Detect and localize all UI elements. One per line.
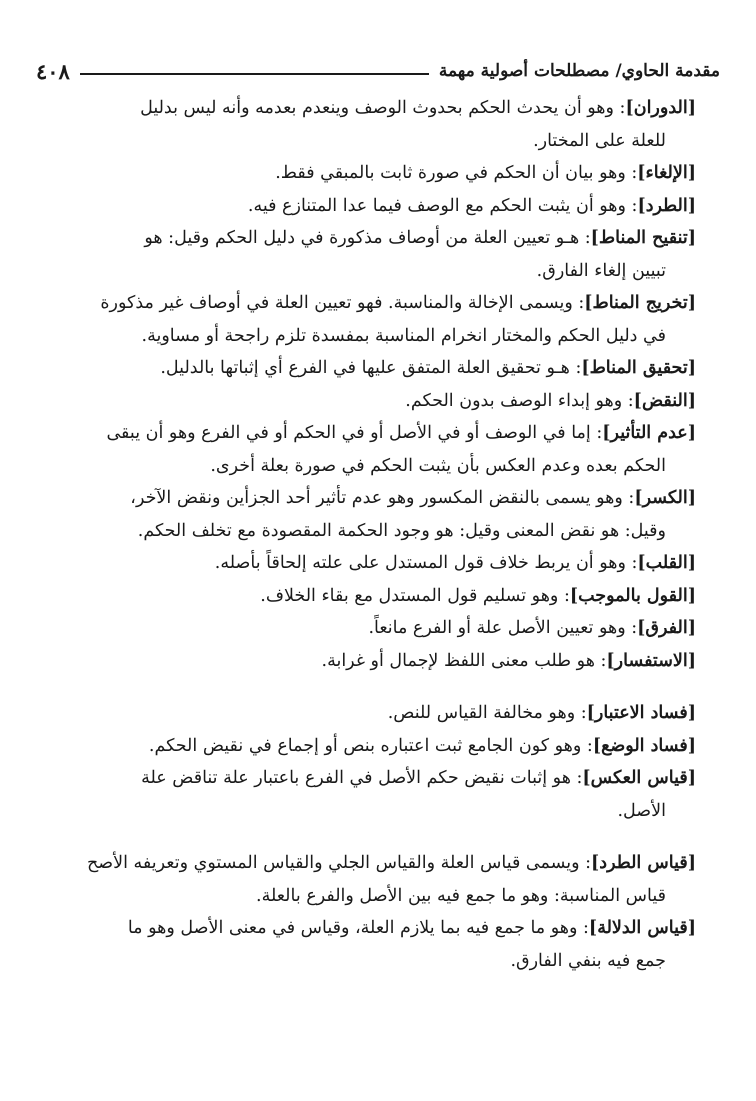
glossary-entry bbox=[58, 547, 696, 580]
entry-continuation: للعلة على المختار. bbox=[533, 130, 666, 151]
entry-definition: : هو إثبات نقيض حكم الأصل في الفرع باعتبار علة تناقض علة bbox=[141, 768, 583, 788]
entry-term: [الدوران] bbox=[625, 98, 696, 118]
page-number: ٤٠٨ bbox=[36, 58, 70, 84]
entry-term: [القلب] bbox=[637, 553, 696, 573]
glossary-entry bbox=[58, 697, 696, 730]
glossary-entry bbox=[58, 580, 696, 613]
entry-definition: : ويسمى الإخالة والمناسبة. فهو تعيين العلة في أوصاف غير مذكورة bbox=[100, 293, 585, 313]
glossary-body bbox=[58, 92, 696, 1061]
entry-continuation: تبيين إلغاء الفارق. bbox=[536, 260, 666, 281]
entry-definition: : إما في الوصف أو في الأصل أو في الحكم أو في الفرع وهو أن يبقى bbox=[106, 423, 603, 443]
entry-term: [عدم التأثير] bbox=[602, 423, 696, 443]
entry-term: [فساد الاعتبار] bbox=[586, 703, 696, 723]
page-header bbox=[36, 54, 720, 88]
entry-term: [تخريج المناط] bbox=[584, 293, 696, 313]
entry-term: [قياس العكس] bbox=[582, 768, 696, 788]
entry-continuation: قياس المناسبة: وهو ما جمع فيه بين الأصل والفرع بالعلة. bbox=[256, 885, 666, 906]
entry-definition: : وهو كون الجامع ثبت اعتباره بنص أو إجماع في نقيض الحكم. bbox=[148, 735, 593, 756]
entry-continuation: الأصل. bbox=[617, 800, 666, 821]
entry-term: [القول بالموجب] bbox=[569, 585, 696, 606]
entry-term: [تحقيق المناط] bbox=[581, 358, 696, 378]
entry-definition: : وهو ما جمع فيه بما يلازم العلة، وقياس في معنى الأصل وهو ما bbox=[127, 918, 589, 938]
entry-continuation: في دليل الحكم والمختار انخرام المناسبة بمفسدة تلزم راجحة أو مساوية. bbox=[141, 325, 666, 346]
section-gap bbox=[58, 827, 696, 847]
entry-definition: : وهو أن يربط خلاف قول المستدل على علته إلحاقاً بأصله. bbox=[214, 553, 638, 573]
glossary-entry bbox=[58, 287, 696, 352]
header-rule bbox=[80, 73, 429, 75]
entry-term: [الفرق] bbox=[637, 618, 696, 638]
entry-definition: : وهو يسمى بالنقض المكسور وهو عدم تأثير أحد الجزأين ونقض الآخر، bbox=[130, 488, 635, 508]
entry-definition: : هـو تعيين العلة من أوصاف مذكورة في دليل الحكم وقيل: هو bbox=[144, 228, 591, 248]
entry-term: [الكسر] bbox=[634, 488, 696, 508]
glossary-entry bbox=[58, 417, 696, 482]
section-gap bbox=[58, 677, 696, 697]
entry-continuation: جمع فيه بنفي الفارق. bbox=[510, 950, 666, 971]
entry-definition: : هـو تحقيق العلة المتفق عليها في الفرع أي إثباتها بالدليل. bbox=[160, 358, 582, 378]
entry-definition: : وهو إبداء الوصف بدون الحكم. bbox=[405, 390, 634, 411]
glossary-entry bbox=[58, 190, 696, 223]
entry-term: [قياس الدلالة] bbox=[588, 918, 696, 938]
glossary-entry bbox=[58, 912, 696, 977]
glossary-entry bbox=[58, 482, 696, 547]
glossary-entry bbox=[58, 92, 696, 157]
entry-definition: : ويسمى قياس العلة والقياس الجلي والقياس المستوي وتعريفه الأصح bbox=[86, 853, 591, 873]
entry-definition: : وهو مخالفة القياس للنص. bbox=[387, 703, 587, 723]
entry-definition: : وهو أن يثبت الحكم مع الوصف فيما عدا المتنازع فيه. bbox=[247, 195, 638, 216]
glossary-entry bbox=[58, 157, 696, 190]
entry-term: [قياس الطرد] bbox=[591, 853, 696, 873]
entry-term: [فساد الوضع] bbox=[592, 735, 696, 756]
glossary-entry bbox=[58, 847, 696, 912]
entry-definition: : وهو تسليم قول المستدل مع بقاء الخلاف. bbox=[260, 585, 570, 606]
glossary-entry bbox=[58, 385, 696, 418]
glossary-entry bbox=[58, 645, 696, 678]
glossary-entry bbox=[58, 222, 696, 287]
entry-definition: : وهو بيان أن الحكم في صورة ثابت بالمبقي فقط. bbox=[275, 163, 638, 183]
entry-definition: : وهو أن يحدث الحكم بحدوث الوصف وينعدم بعدمه وأنه ليس بدليل bbox=[140, 98, 626, 118]
glossary-entry bbox=[58, 730, 696, 763]
entry-term: [تنقيح المناط] bbox=[590, 228, 696, 248]
entry-continuation: الحكم بعده وعدم العكس بأن يثبت الحكم في صورة بعلة أخرى. bbox=[210, 455, 666, 476]
entry-term: [النقض] bbox=[633, 390, 696, 411]
entry-term: [الاستفسار] bbox=[606, 650, 696, 671]
entry-term: [الإلغاء] bbox=[637, 163, 696, 183]
glossary-entry bbox=[58, 612, 696, 645]
entry-definition: : هو طلب معنى اللفظ لإجمال أو غرابة. bbox=[321, 650, 607, 671]
glossary-entry bbox=[58, 762, 696, 827]
entry-definition: : وهو تعيين الأصل علة أو الفرع مانعاً. bbox=[368, 618, 638, 638]
entry-term: [الطرد] bbox=[637, 195, 696, 216]
running-title: مقدمة الحاوي/ مصطلحات أصولية مهمة bbox=[438, 61, 720, 81]
entry-continuation: وقيل: هو نقض المعنى وقيل: هو وجود الحكمة المقصودة مع تخلف الحكم. bbox=[137, 520, 666, 541]
glossary-entry bbox=[58, 352, 696, 385]
